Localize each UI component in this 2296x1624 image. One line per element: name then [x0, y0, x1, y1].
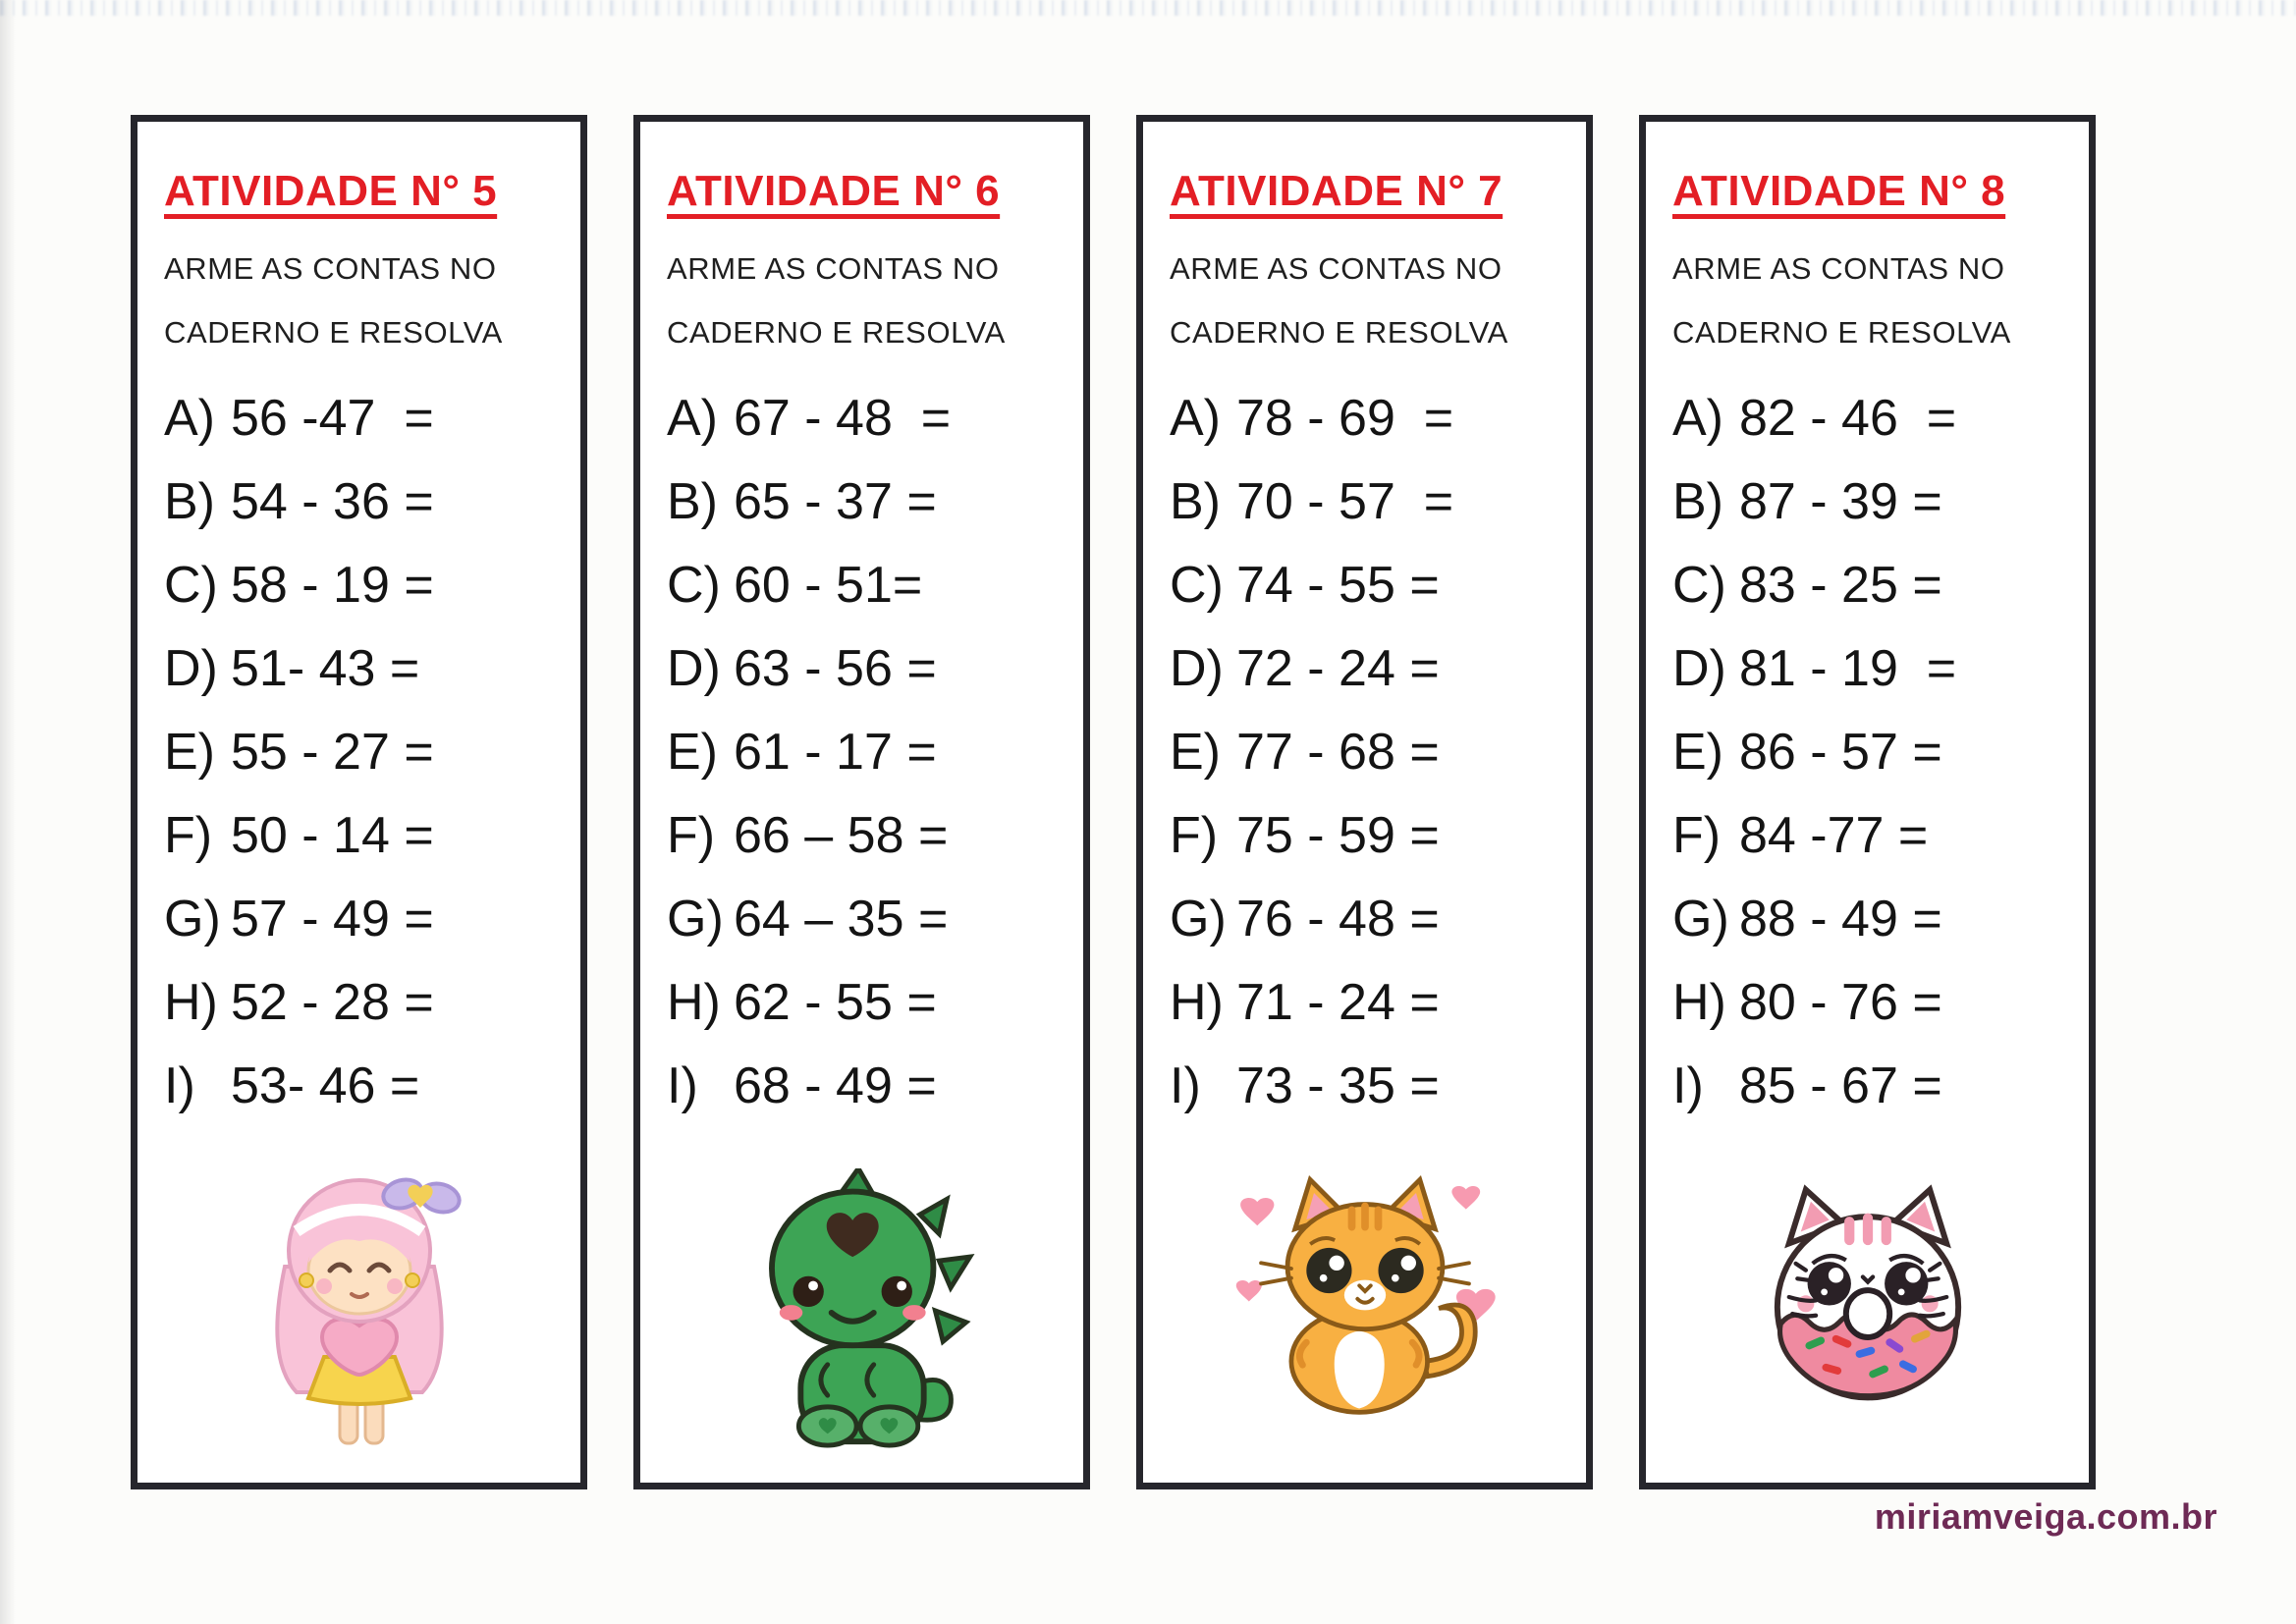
problem-row: [1170, 626, 1586, 710]
watermark-url: miriamveiga.com.br: [1874, 1496, 2217, 1537]
cat-donut-illustration: [1742, 1176, 1994, 1418]
problem-label: E): [1170, 723, 1221, 781]
problem-expression: 57 - 49 =: [231, 890, 434, 947]
problem-label: D): [1672, 639, 1726, 697]
problem-expression: 87 - 39 =: [1739, 472, 1942, 530]
activity-title: ATIVIDADE N° 7: [1170, 167, 1503, 215]
problem-expression: 72 - 24 =: [1236, 639, 1440, 697]
activity-card-8: [1639, 115, 2096, 1489]
problem-label: I): [1672, 1056, 1704, 1114]
activity-title: ATIVIDADE N° 5: [164, 167, 498, 215]
problem-row: [667, 710, 1083, 793]
problem-label: H): [667, 973, 721, 1031]
problem-expression: 61 - 17 =: [734, 723, 937, 781]
problem-row: [1672, 877, 2089, 960]
problem-expression: 88 - 49 =: [1739, 890, 1942, 947]
problem-row: [1170, 793, 1586, 877]
problem-expression: 52 - 28 =: [231, 973, 434, 1031]
problem-row: [1672, 960, 2089, 1044]
problem-expression: 80 - 76 =: [1739, 973, 1942, 1031]
problem-row: [1170, 960, 1586, 1044]
problem-row: [1170, 376, 1586, 460]
activity-card-5: [131, 115, 587, 1489]
problem-row: [164, 460, 580, 543]
instruction-line-2: CADERNO E RESOLVA: [1170, 315, 1508, 350]
problem-row: [1170, 1044, 1586, 1127]
problem-expression: 75 - 59 =: [1236, 806, 1440, 864]
problem-expression: 66 – 58 =: [734, 806, 949, 864]
instruction-line-2: CADERNO E RESOLVA: [667, 315, 1006, 350]
problem-row: [667, 877, 1083, 960]
problem-label: C): [667, 556, 721, 614]
problem-label: F): [1170, 806, 1219, 864]
instruction-line-1: ARME AS CONTAS NO: [1170, 251, 1503, 286]
problem-label: E): [164, 723, 215, 781]
problem-row: [1672, 626, 2089, 710]
activity-title: ATIVIDADE N° 8: [1672, 167, 2006, 215]
problem-label: E): [667, 723, 718, 781]
problem-label: I): [164, 1056, 195, 1114]
problem-label: G): [1672, 890, 1729, 947]
problem-label: A): [164, 389, 215, 447]
problem-expression: 60 - 51=: [734, 556, 923, 614]
problem-label: C): [1170, 556, 1224, 614]
problem-expression: 67 - 48 =: [734, 389, 952, 447]
problem-label: H): [164, 973, 218, 1031]
problems-list: [1170, 376, 1586, 1127]
problem-label: A): [667, 389, 718, 447]
problem-label: A): [1672, 389, 1723, 447]
instruction-line-1: ARME AS CONTAS NO: [164, 251, 497, 286]
problem-expression: 51- 43 =: [231, 639, 420, 697]
instruction-line-2: CADERNO E RESOLVA: [1672, 315, 2011, 350]
instruction-line-1: ARME AS CONTAS NO: [667, 251, 1000, 286]
problem-row: [1672, 543, 2089, 626]
scan-noise-top: [0, 0, 2296, 16]
problem-label: D): [164, 639, 218, 697]
girl-with-heart-illustration: [242, 1172, 477, 1467]
problem-row: [164, 710, 580, 793]
problem-expression: 82 - 46 =: [1739, 389, 1957, 447]
problem-label: A): [1170, 389, 1221, 447]
problem-label: E): [1672, 723, 1723, 781]
problem-expression: 56 -47 =: [231, 389, 434, 447]
scan-edge-left: [0, 0, 16, 1624]
problem-expression: 86 - 57 =: [1739, 723, 1942, 781]
problem-label: B): [667, 472, 718, 530]
problem-row: [164, 376, 580, 460]
problem-expression: 53- 46 =: [231, 1056, 420, 1114]
problem-row: [1170, 543, 1586, 626]
problem-label: D): [667, 639, 721, 697]
problem-row: [667, 960, 1083, 1044]
problem-row: [667, 626, 1083, 710]
instruction-line-1: ARME AS CONTAS NO: [1672, 251, 2005, 286]
problem-row: [667, 793, 1083, 877]
problem-expression: 77 - 68 =: [1236, 723, 1440, 781]
problem-row: [1672, 460, 2089, 543]
instruction-line-2: CADERNO E RESOLVA: [164, 315, 503, 350]
problem-expression: 78 - 69 =: [1236, 389, 1454, 447]
activity-card-7: [1136, 115, 1593, 1489]
problem-expression: 58 - 19 =: [231, 556, 434, 614]
problem-label: B): [164, 472, 215, 530]
problem-label: F): [164, 806, 213, 864]
problem-expression: 62 - 55 =: [734, 973, 937, 1031]
problem-expression: 68 - 49 =: [734, 1056, 937, 1114]
problem-expression: 83 - 25 =: [1739, 556, 1942, 614]
orange-kitten-with-hearts-illustration: [1223, 1168, 1507, 1422]
problem-row: [1170, 460, 1586, 543]
problem-expression: 84 -77 =: [1739, 806, 1929, 864]
problem-row: [164, 960, 580, 1044]
problem-expression: 54 - 36 =: [231, 472, 434, 530]
problem-row: [667, 376, 1083, 460]
problem-label: C): [164, 556, 218, 614]
problem-row: [1170, 710, 1586, 793]
problem-label: H): [1672, 973, 1726, 1031]
problem-row: [164, 877, 580, 960]
problems-list: [164, 376, 580, 1127]
problem-label: F): [667, 806, 716, 864]
problem-row: [164, 1044, 580, 1127]
problem-label: B): [1672, 472, 1723, 530]
problem-label: B): [1170, 472, 1221, 530]
problem-expression: 81 - 19 =: [1739, 639, 1957, 697]
problem-expression: 50 - 14 =: [231, 806, 434, 864]
problem-row: [1672, 376, 2089, 460]
problem-expression: 64 – 35 =: [734, 890, 949, 947]
problem-expression: 85 - 67 =: [1739, 1056, 1942, 1114]
green-dinosaur-illustration: [746, 1168, 977, 1449]
problem-expression: 70 - 57 =: [1236, 472, 1454, 530]
problem-row: [164, 543, 580, 626]
problem-row: [164, 793, 580, 877]
problem-label: I): [667, 1056, 698, 1114]
problem-label: G): [667, 890, 724, 947]
problems-list: [667, 376, 1083, 1127]
problem-label: H): [1170, 973, 1224, 1031]
problem-expression: 71 - 24 =: [1236, 973, 1440, 1031]
problem-row: [667, 460, 1083, 543]
problem-row: [1672, 793, 2089, 877]
problem-label: G): [1170, 890, 1227, 947]
activity-title: ATIVIDADE N° 6: [667, 167, 1001, 215]
problem-expression: 55 - 27 =: [231, 723, 434, 781]
problem-label: I): [1170, 1056, 1201, 1114]
problem-expression: 63 - 56 =: [734, 639, 937, 697]
problems-list: [1672, 376, 2089, 1127]
problem-expression: 76 - 48 =: [1236, 890, 1440, 947]
problem-row: [1672, 1044, 2089, 1127]
activity-card-6: [633, 115, 1090, 1489]
problem-row: [164, 626, 580, 710]
problem-row: [1672, 710, 2089, 793]
problem-expression: 74 - 55 =: [1236, 556, 1440, 614]
problem-label: D): [1170, 639, 1224, 697]
problem-label: C): [1672, 556, 1726, 614]
problem-label: F): [1672, 806, 1722, 864]
problem-row: [667, 543, 1083, 626]
problem-expression: 73 - 35 =: [1236, 1056, 1440, 1114]
problem-row: [1170, 877, 1586, 960]
problem-label: G): [164, 890, 221, 947]
problem-expression: 65 - 37 =: [734, 472, 937, 530]
problem-row: [667, 1044, 1083, 1127]
